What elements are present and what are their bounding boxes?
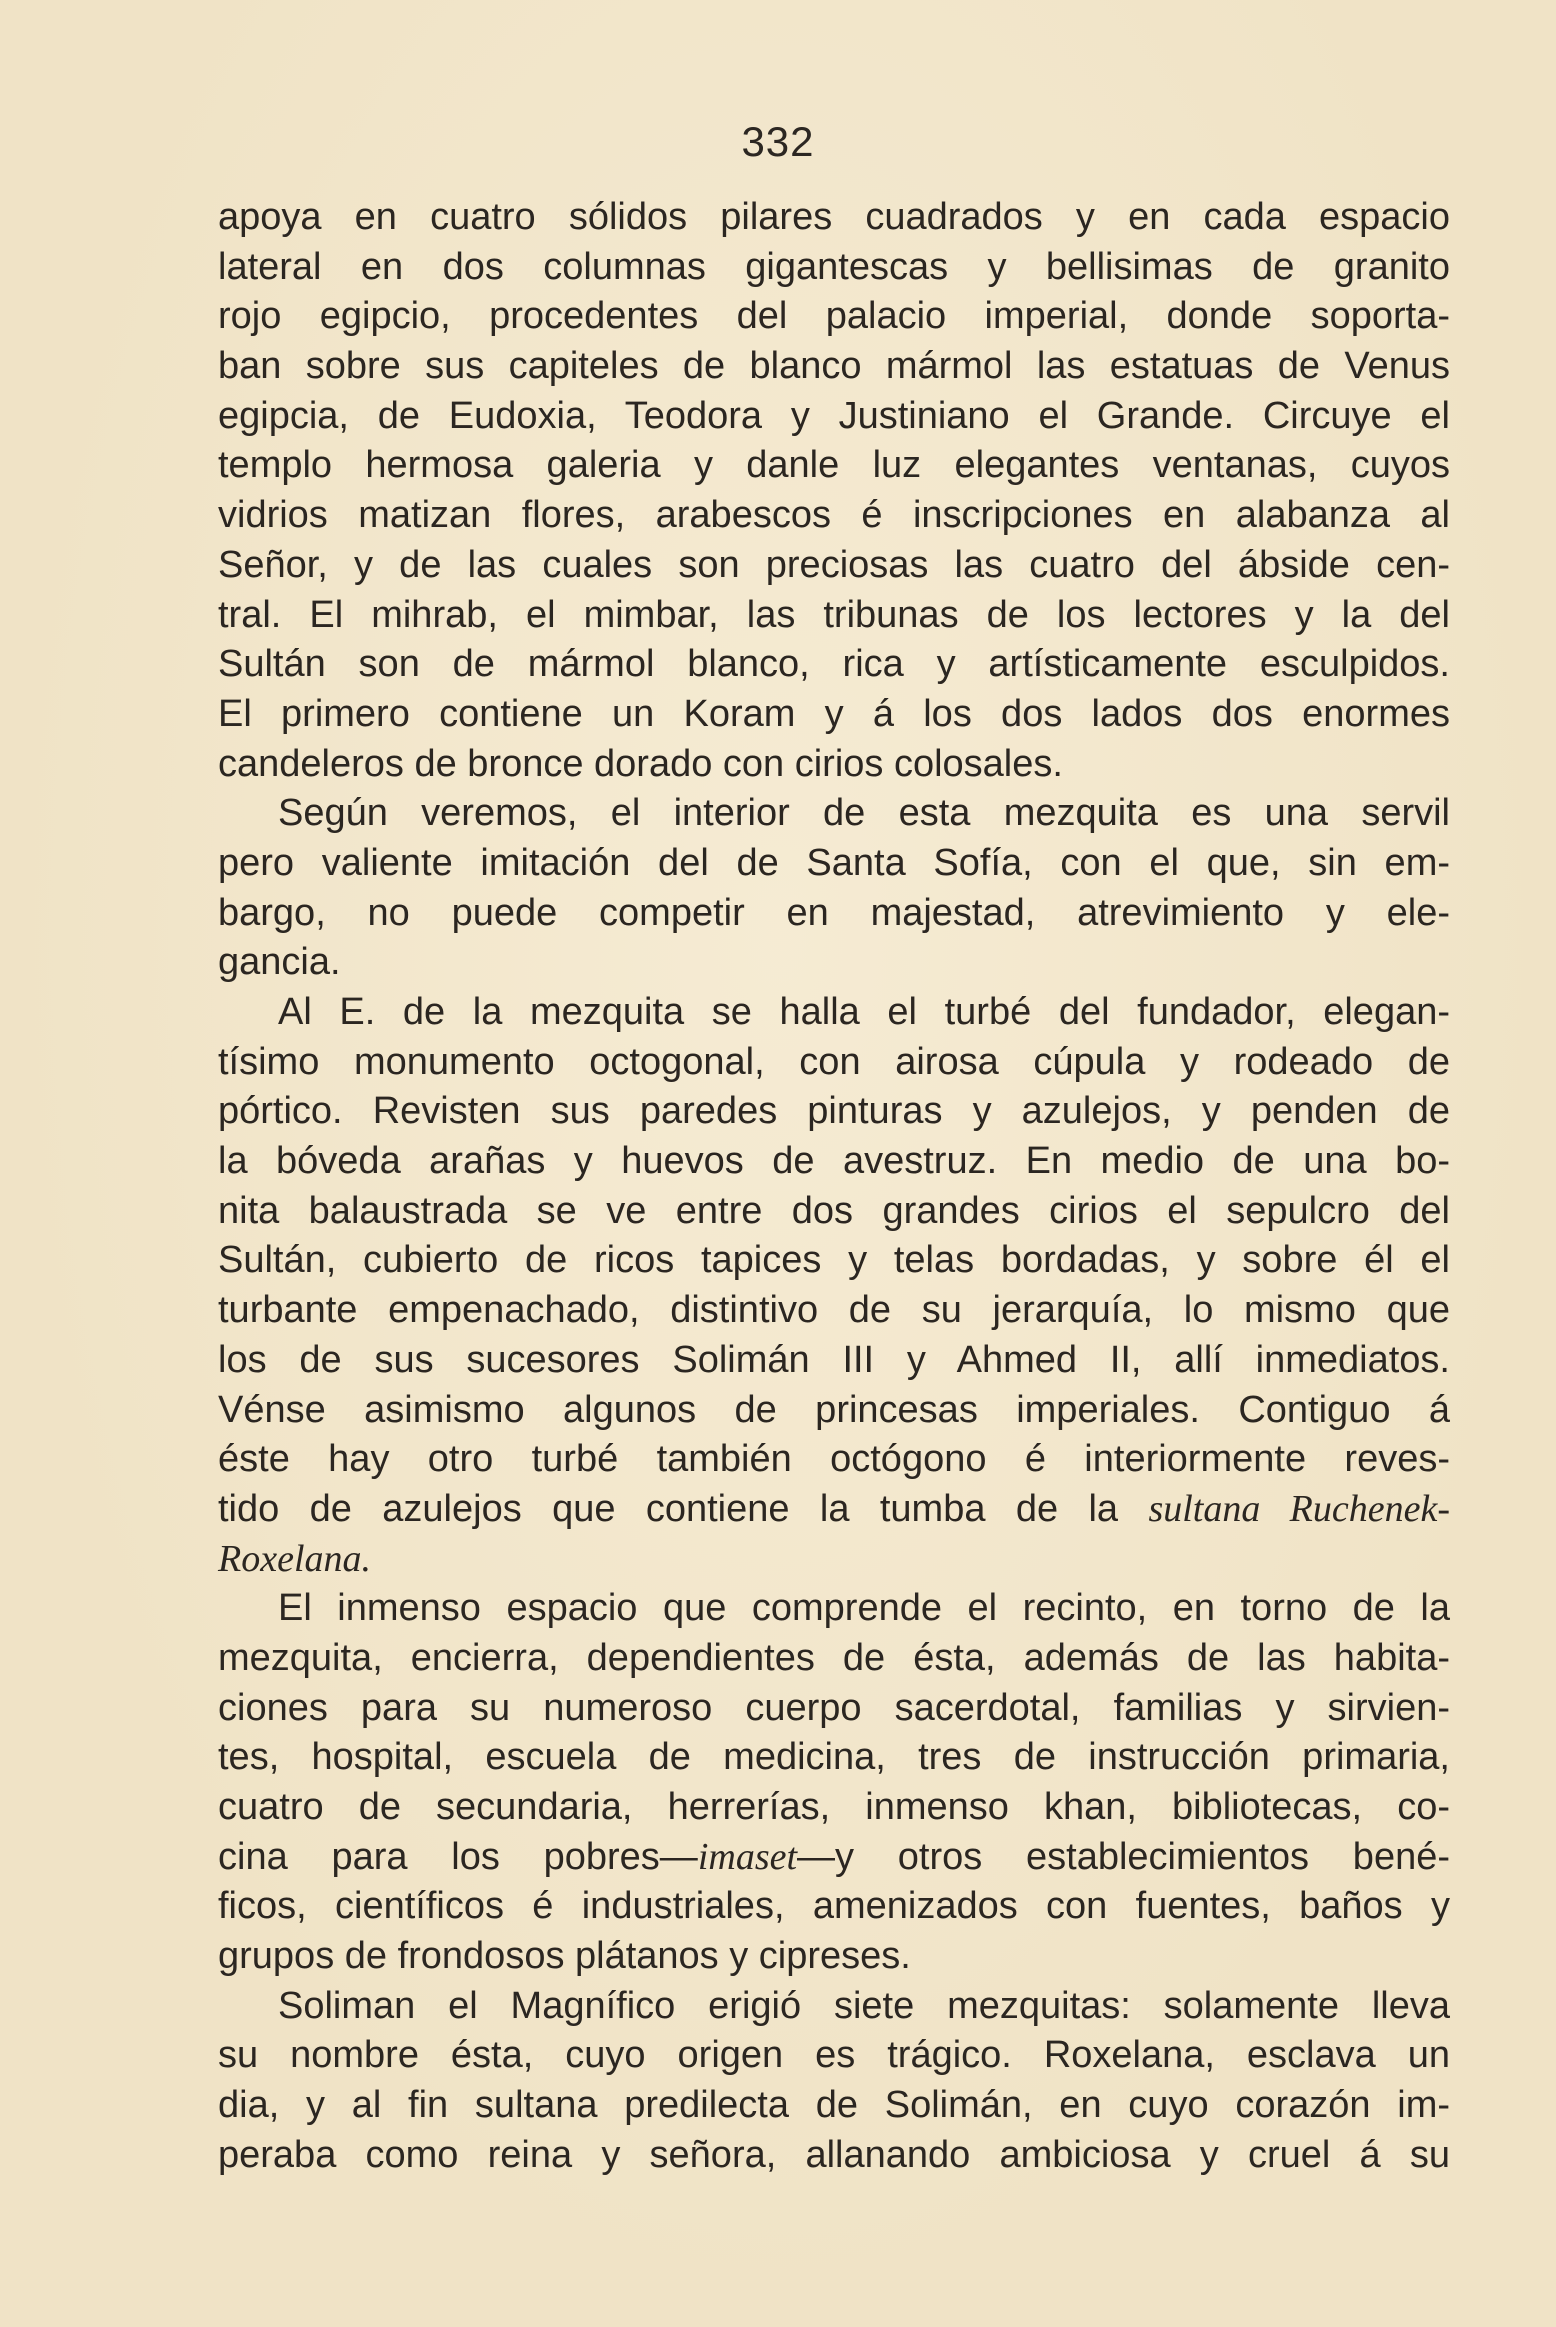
text-line: cuatro de secundaria, herrerías, inmenso khan, bibliotecas, co-: [218, 1786, 1450, 1828]
text-line: los de sus sucesores Solimán III y Ahmed II, allí inmediatos.: [218, 1338, 1450, 1381]
text-line: pero valiente imitación del de Santa Sofía, con el que, sin em-: [218, 841, 1450, 884]
text-segment: —y otros establecimientos bené-: [797, 1835, 1450, 1878]
text-line: éste hay otro turbé también octógono é interiormente reves-: [218, 1438, 1450, 1481]
text-line: ficos, científicos é industriales, amenizados con fuentes, baños y: [218, 1885, 1450, 1928]
text-line: ban sobre sus capiteles de blanco mármol las estatuas de Venus: [218, 345, 1450, 388]
italic-segment: imaset: [697, 1835, 798, 1878]
text-line: Al E. de la mezquita se halla el turbé del fundador, elegan-: [278, 991, 1450, 1033]
text-segment: cina para los pobres—: [218, 1835, 698, 1878]
text-line: [218, 1535, 1450, 1585]
text-line: apoya en cuatro sólidos pilares cuadrados y en cada espacio: [218, 196, 1450, 238]
text-line: pórtico. Revisten sus paredes pinturas y azulejos, y penden de: [218, 1090, 1450, 1133]
text-line: grupos de frondosos plátanos y cipreses.: [218, 1935, 911, 1978]
text-line: templo hermosa galeria y danle luz elegantes ventanas, cuyos: [218, 444, 1450, 487]
text-line: turbante empenachado, distintivo de su jerarquía, lo mismo que: [218, 1289, 1450, 1332]
italic-segment: Roxelana.: [218, 1537, 372, 1580]
text-line: bargo, no puede competir en majestad, atrevimiento y ele-: [218, 891, 1450, 934]
text-line: peraba como reina y señora, allanando ambiciosa y cruel á su: [218, 2133, 1450, 2176]
text-line: Según veremos, el interior de esta mezquita es una servil: [278, 792, 1450, 835]
text-segment: tido de azulejos que contiene la tumba de la: [218, 1487, 1149, 1530]
text-line: dia, y al fin sultana predilecta de Solimán, en cuyo corazón im-: [218, 2084, 1450, 2127]
text-line: tral. El mihrab, el mimbar, las tribunas de los lectores y la del: [218, 593, 1450, 636]
text-line: ciones para su numeroso cuerpo sacerdotal, familias y sirvien-: [218, 1686, 1450, 1729]
text-line: tes, hospital, escuela de medicina, tres de instrucción primaria,: [218, 1736, 1450, 1779]
text-line: egipcia, de Eudoxia, Teodora y Justiniano el Grande. Circuye el: [218, 394, 1450, 437]
page-number: 332: [741, 118, 815, 165]
text-line: tísimo monumento octogonal, con airosa cúpula y rodeado de: [218, 1040, 1450, 1083]
text-line: vidrios matizan flores, arabescos é inscripciones en alabanza al: [218, 494, 1450, 537]
italic-segment: sultana Ruchenek-: [1148, 1487, 1451, 1530]
text-line: candeleros de bronce dorado con cirios colosales.: [218, 742, 1063, 785]
text-line: Vénse asimismo algunos de princesas imperiales. Contiguo á: [218, 1388, 1450, 1431]
text-line: nita balaustrada se ve entre dos grandes cirios el sepulcro del: [218, 1189, 1450, 1232]
text-line: gancia.: [218, 941, 341, 984]
text-line: Sultán son de mármol blanco, rica y artísticamente esculpidos.: [218, 643, 1450, 686]
text-line: Señor, y de las cuales son preciosas las cuatro del ábside cen-: [218, 543, 1450, 586]
text-line: El primero contiene un Koram y á los dos lados dos enormes: [218, 692, 1450, 735]
text-line-with-italic: [218, 1833, 1450, 1883]
text-line: rojo egipcio, procedentes del palacio imperial, donde soporta-: [218, 295, 1450, 338]
text-line: lateral en dos columnas gigantescas y bellisimas de granito: [218, 245, 1450, 288]
text-line: la bóveda arañas y huevos de avestruz. En medio de una bo-: [218, 1140, 1450, 1183]
text-line-with-italic: [218, 1485, 1450, 1535]
text-line: Soliman el Magnífico erigió siete mezquitas: solamente lleva: [278, 1984, 1450, 2027]
text-line: Sultán, cubierto de ricos tapices y telas bordadas, y sobre él el: [218, 1239, 1450, 1282]
text-line: su nombre ésta, cuyo origen es trágico. Roxelana, esclava un: [218, 2034, 1450, 2077]
body-text: [218, 193, 1450, 2181]
text-line: mezquita, encierra, dependientes de ésta, además de las habita-: [218, 1636, 1450, 1679]
text-line: El inmenso espacio que comprende el recinto, en torno de la: [278, 1587, 1450, 1630]
